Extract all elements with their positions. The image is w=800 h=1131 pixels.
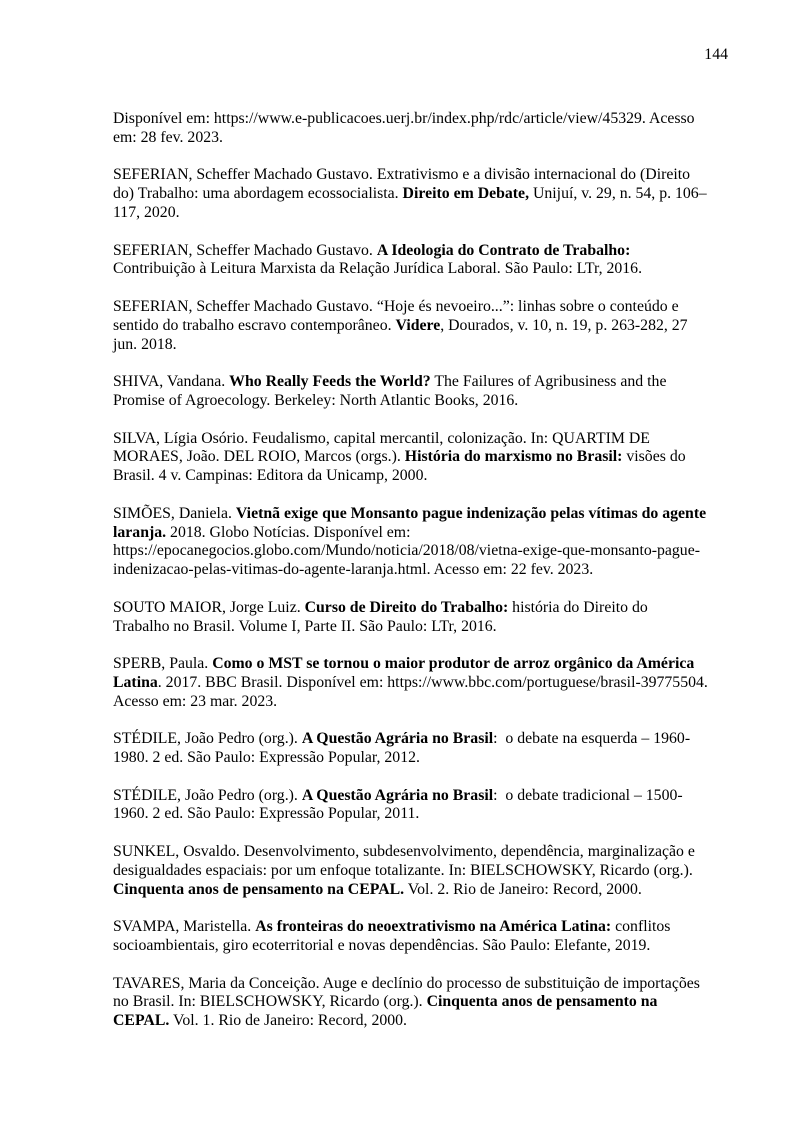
- reference-line: [113, 260, 731, 279]
- reference-entry: [113, 655, 731, 711]
- reference-text-segment: Vol. 1. Rio de Janeiro: Record, 2000.: [169, 1012, 407, 1030]
- reference-text-segment: Contribuição à Leitura Marxista da Relação Jurídica Laboral. São Paulo: LTr, 2016.: [113, 260, 643, 278]
- reference-text-segment: indenizacao-pelas-vitimas-do-agente-laranja.html. Acesso em: 22 fev. 2023.: [113, 561, 594, 579]
- reference-text-segment: https://epocanegocios.globo.com/Mundo/noticia/2018/08/vietna-exige-que-monsanto-pague-: [113, 542, 700, 560]
- reference-text-segment: Acesso em: 23 mar. 2023.: [113, 692, 278, 710]
- reference-entry: [113, 975, 731, 1031]
- reference-title-segment: Cinquenta anos de pensamento na: [426, 993, 658, 1011]
- reference-text-segment: 2018. Globo Notícias. Disponível em:: [166, 523, 411, 541]
- reference-title-segment: A Questão Agrária no Brasil: [301, 730, 494, 748]
- reference-line: [113, 674, 731, 693]
- reference-line: [113, 430, 731, 449]
- reference-line: [113, 166, 731, 185]
- reference-title-segment: Videre: [395, 316, 441, 334]
- reference-line: [113, 599, 731, 618]
- reference-text-segment: SHIVA, Vandana.: [113, 373, 230, 391]
- reference-text-segment: Promise of Agroecology. Berkeley: North Atlantic Books, 2016.: [113, 391, 519, 409]
- reference-text-segment: história do Direito do: [508, 598, 648, 616]
- reference-line: [113, 448, 731, 467]
- reference-entry: [113, 505, 731, 580]
- reference-line: [113, 110, 731, 129]
- reference-text-segment: Trabalho no Brasil. Volume I, Parte II. São Paulo: LTr, 2016.: [113, 617, 497, 635]
- reference-line: [113, 129, 731, 148]
- reference-line: [113, 993, 731, 1012]
- reference-line: [113, 204, 731, 223]
- reference-text-segment: desigualdades espaciais: por um enfoque totalizante. In: BIELSCHOWSKY, Ricardo (org.).: [113, 861, 693, 879]
- reference-text-segment: : o debate tradicional – 1500-: [493, 786, 683, 804]
- reference-line: [113, 618, 731, 637]
- reference-text-segment: 1960. 2 ed. São Paulo: Expressão Popular, 2011.: [113, 805, 420, 823]
- reference-text-segment: . 2017. BBC Brasil. Disponível em: https://www.bbc.com/portuguese/brasil-39775504.: [157, 673, 708, 691]
- reference-title-segment: laranja.: [113, 523, 167, 541]
- reference-line: [113, 749, 731, 768]
- reference-entry: [113, 242, 731, 280]
- reference-text-segment: do) Trabalho: uma abordagem ecossocialista.: [113, 185, 403, 203]
- reference-title-segment: Vietnã exige que Monsanto pague indenização pelas vítimas do agente: [235, 504, 707, 522]
- reference-entry: [113, 787, 731, 825]
- reference-text-segment: SOUTO MAIOR, Jorge Luiz.: [113, 598, 305, 616]
- reference-text-segment: STÉDILE, João Pedro (org.).: [113, 786, 302, 804]
- reference-title-segment: Como o MST se tornou o maior produtor de arroz orgânico da América: [212, 655, 695, 673]
- reference-line: [113, 524, 731, 543]
- reference-line: [113, 918, 731, 937]
- reference-title-segment: As fronteiras do neoextrativismo na América Latina:: [255, 918, 612, 936]
- reference-text-segment: socioambientais, giro ecoterritorial e novas dependências. São Paulo: Elefante, 2019.: [113, 937, 651, 955]
- reference-line: [113, 561, 731, 580]
- reference-title-segment: Cinquenta anos de pensamento na CEPAL.: [113, 880, 405, 898]
- reference-text-segment: jun. 2018.: [113, 335, 177, 353]
- reference-line: [113, 1012, 731, 1031]
- reference-line: [113, 542, 731, 561]
- reference-line: [113, 505, 731, 524]
- reference-line: [113, 298, 731, 317]
- reference-text-segment: 1980. 2 ed. São Paulo: Expressão Popular, 2012.: [113, 749, 420, 767]
- reference-entry: [113, 599, 731, 637]
- reference-entry: [113, 166, 731, 222]
- reference-text-segment: 117, 2020.: [113, 203, 180, 221]
- reference-entry: [113, 730, 731, 768]
- reference-line: [113, 693, 731, 712]
- reference-title-segment: Direito em Debate,: [402, 185, 530, 203]
- reference-line: [113, 467, 731, 486]
- reference-text-segment: , Dourados, v. 10, n. 19, p. 263-282, 27: [440, 316, 688, 334]
- reference-text-segment: Disponível em: https://www.e-publicacoes.uerj.br/index.php/rdc/article/view/45329. Acesso: [113, 110, 695, 127]
- reference-line: [113, 336, 731, 355]
- reference-line: [113, 805, 731, 824]
- page-number: 144: [704, 46, 728, 63]
- reference-title-segment: História do marxismo no Brasil:: [404, 448, 623, 466]
- reference-line: [113, 392, 731, 411]
- reference-entry: [113, 430, 731, 486]
- reference-text-segment: visões do: [622, 448, 686, 466]
- references-list: [113, 110, 731, 1050]
- reference-text-segment: conflitos: [611, 918, 671, 936]
- reference-line: [113, 730, 731, 749]
- reference-text-segment: Unijuí, v. 29, n. 54, p. 106–: [529, 185, 707, 203]
- reference-title-segment: A Ideologia do Contrato de Trabalho:: [376, 241, 631, 259]
- reference-text-segment: SEFERIAN, Scheffer Machado Gustavo. “Hoje és nevoeiro...”: linhas sobre o conteúdo e: [113, 297, 679, 315]
- reference-entry: [113, 843, 731, 899]
- reference-title-segment: Who Really Feeds the World?: [229, 373, 431, 391]
- reference-text-segment: SPERB, Paula.: [113, 655, 213, 673]
- reference-line: [113, 975, 731, 994]
- reference-text-segment: no Brasil. In: BIELSCHOWSKY, Ricardo (org.).: [113, 993, 427, 1011]
- reference-text-segment: SILVA, Lígia Osório. Feudalismo, capital mercantil, colonização. In: QUARTIM DE: [113, 429, 650, 447]
- reference-entry: [113, 373, 731, 411]
- reference-line: [113, 317, 731, 336]
- reference-entry: [113, 110, 731, 148]
- reference-text-segment: sentido do trabalho escravo contemporâneo.: [113, 316, 396, 334]
- reference-text-segment: The Failures of Agribusiness and the: [430, 373, 667, 391]
- reference-text-segment: MORAES, João. DEL ROIO, Marcos (orgs.).: [113, 448, 405, 466]
- reference-text-segment: em: 28 fev. 2023.: [113, 128, 223, 146]
- reference-title-segment: Latina: [113, 673, 158, 691]
- reference-title-segment: A Questão Agrária no Brasil: [301, 786, 494, 804]
- reference-text-segment: SEFERIAN, Scheffer Machado Gustavo. Extrativismo e a divisão internacional do (Direito: [113, 166, 691, 184]
- reference-text-segment: TAVARES, Maria da Conceição. Auge e declínio do processo de substituição de importações: [113, 974, 700, 992]
- reference-text-segment: Vol. 2. Rio de Janeiro: Record, 2000.: [404, 880, 642, 898]
- reference-text-segment: SUNKEL, Osvaldo. Desenvolvimento, subdesenvolvimento, dependência, marginalização e: [113, 843, 695, 861]
- reference-line: [113, 185, 731, 204]
- reference-entry: [113, 918, 731, 956]
- reference-line: [113, 843, 731, 862]
- reference-line: [113, 242, 731, 261]
- reference-entry: [113, 298, 731, 354]
- reference-text-segment: Brasil. 4 v. Campinas: Editora da Unicamp, 2000.: [113, 467, 428, 485]
- reference-line: [113, 937, 731, 956]
- reference-title-segment: CEPAL.: [113, 1012, 170, 1030]
- reference-line: [113, 655, 731, 674]
- reference-title-segment: Curso de Direito do Trabalho:: [304, 598, 509, 616]
- reference-text-segment: : o debate na esquerda – 1960-: [493, 730, 691, 748]
- reference-line: [113, 373, 731, 392]
- reference-text-segment: STÉDILE, João Pedro (org.).: [113, 730, 302, 748]
- reference-line: [113, 862, 731, 881]
- reference-line: [113, 881, 731, 900]
- reference-text-segment: SIMÕES, Daniela.: [113, 504, 236, 522]
- reference-text-segment: SVAMPA, Maristella.: [113, 918, 256, 936]
- reference-line: [113, 787, 731, 806]
- reference-text-segment: SEFERIAN, Scheffer Machado Gustavo.: [113, 241, 377, 259]
